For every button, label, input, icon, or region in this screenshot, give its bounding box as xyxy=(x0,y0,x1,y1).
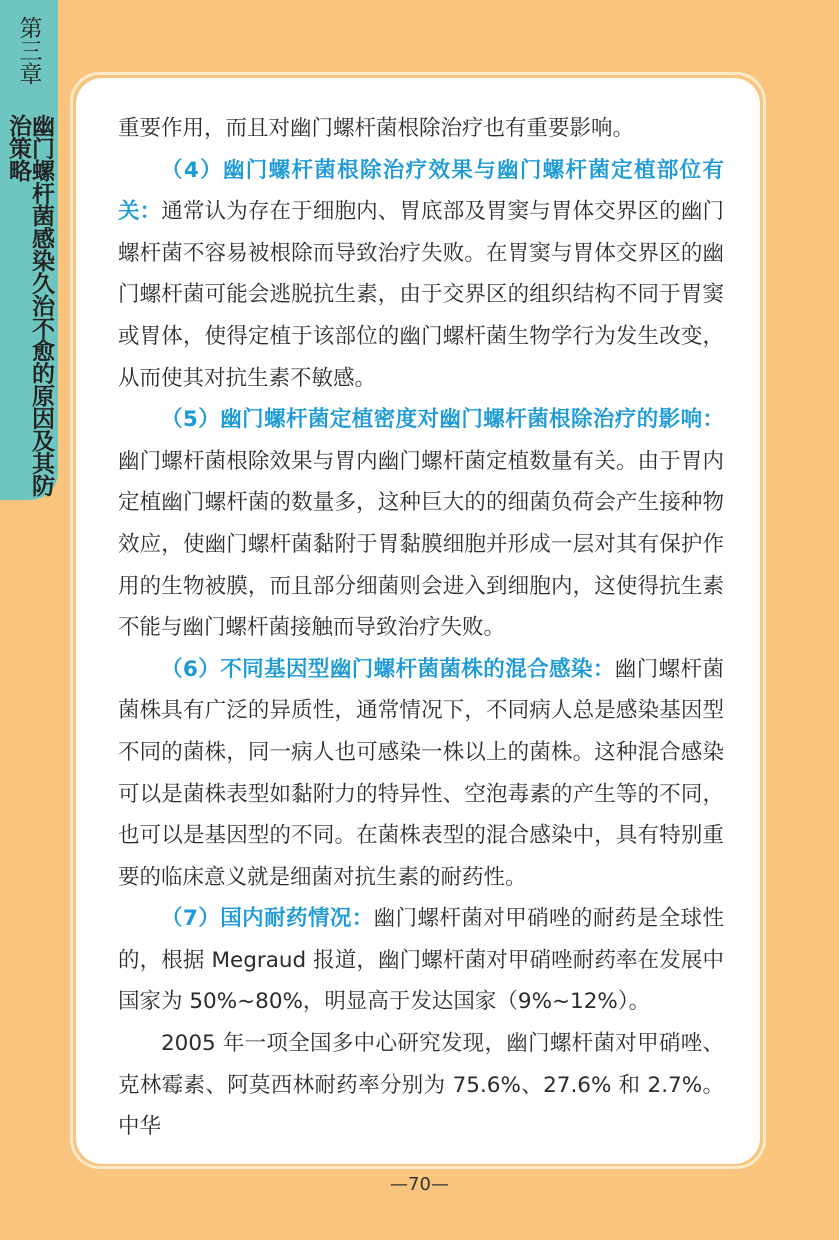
paragraph-8: 2005 年一项全国多中心研究发现，幽门螺杆菌对甲硝唑、克林霉素、阿莫西林耐药率分别为 75.6%、27.6% 和 2.7%。中华 xyxy=(118,1031,724,1140)
paragraph-4 xyxy=(118,150,724,400)
paragraph-6-text: 幽门螺杆菌菌株具有广泛的异质性，通常情况下，不同病人总是感染基因型不同的菌株，同一病人也可感染一株以上的菌株。这种混合感染可以是菌株表型如黏附力的特异性、空泡毒素的产生等的不同，也可以是基因型的不同。在菌株表型的混合感染中，具有特别重要的临床意义就是细菌对抗生素的耐药性。 xyxy=(118,656,724,890)
chapter-label: 第三章 xyxy=(15,15,42,85)
paragraph-7-text: 幽门螺杆菌对甲硝唑的耐药是全球性的，根据 Megraud 报道，幽门螺杆菌对甲硝唑耐药率在发展中国家为 50%~80%，明显高于发达国家（9%~12%）。 xyxy=(118,906,724,1015)
chapter-tab xyxy=(0,0,58,100)
heading-5: （5）幽门螺杆菌定植密度对幽门螺杆菌根除治疗的影响： xyxy=(161,407,724,433)
heading-4: （4）幽门螺杆菌根除治疗效果与幽门螺杆菌定植部位有关： xyxy=(118,157,724,225)
paragraph-5 xyxy=(118,399,724,649)
paragraph-4-text: 通常认为存在于细胞内、胃底部及胃窦与胃体交界区的幽门螺杆菌不容易被根除而导致治疗失败。在胃窦与胃体交界区的幽门螺杆菌可能会逃脱抗生素，由于交界区的组织结构不同于胃窦或胃体，使得定植于该部位的幽门螺杆菌生物学行为发生改变，从而使其对抗生素不敏感。 xyxy=(118,199,724,391)
heading-7: （7）国内耐药情况： xyxy=(161,906,374,932)
chapter-title-tab xyxy=(0,100,58,500)
paragraph-1: 重要作用，而且对幽门螺杆菌根除治疗也有重要影响。 xyxy=(118,116,635,141)
paragraph-6 xyxy=(118,649,724,899)
page-number: —70— xyxy=(390,1174,449,1195)
chapter-title: 幽门螺杆菌感染久治不愈的原因及其防治策略 xyxy=(5,114,54,497)
heading-6: （6）不同基因型幽门螺杆菌菌株的混合感染： xyxy=(161,656,615,682)
paragraph-7 xyxy=(118,898,724,1023)
body-text xyxy=(118,108,724,1148)
paragraph-5-text: 幽门螺杆菌根除效果与胃内幽门螺杆菌定植数量有关。由于胃内定植幽门螺杆菌的数量多，这种巨大的的细菌负荷会产生接种物效应，使幽门螺杆菌黏附于胃黏膜细胞并形成一层对其有保护作用的生物被膜，而且部分细菌则会进入到细胞内，这使得抗生素不能与幽门螺杆菌接触而导致治疗失败。 xyxy=(118,448,724,641)
